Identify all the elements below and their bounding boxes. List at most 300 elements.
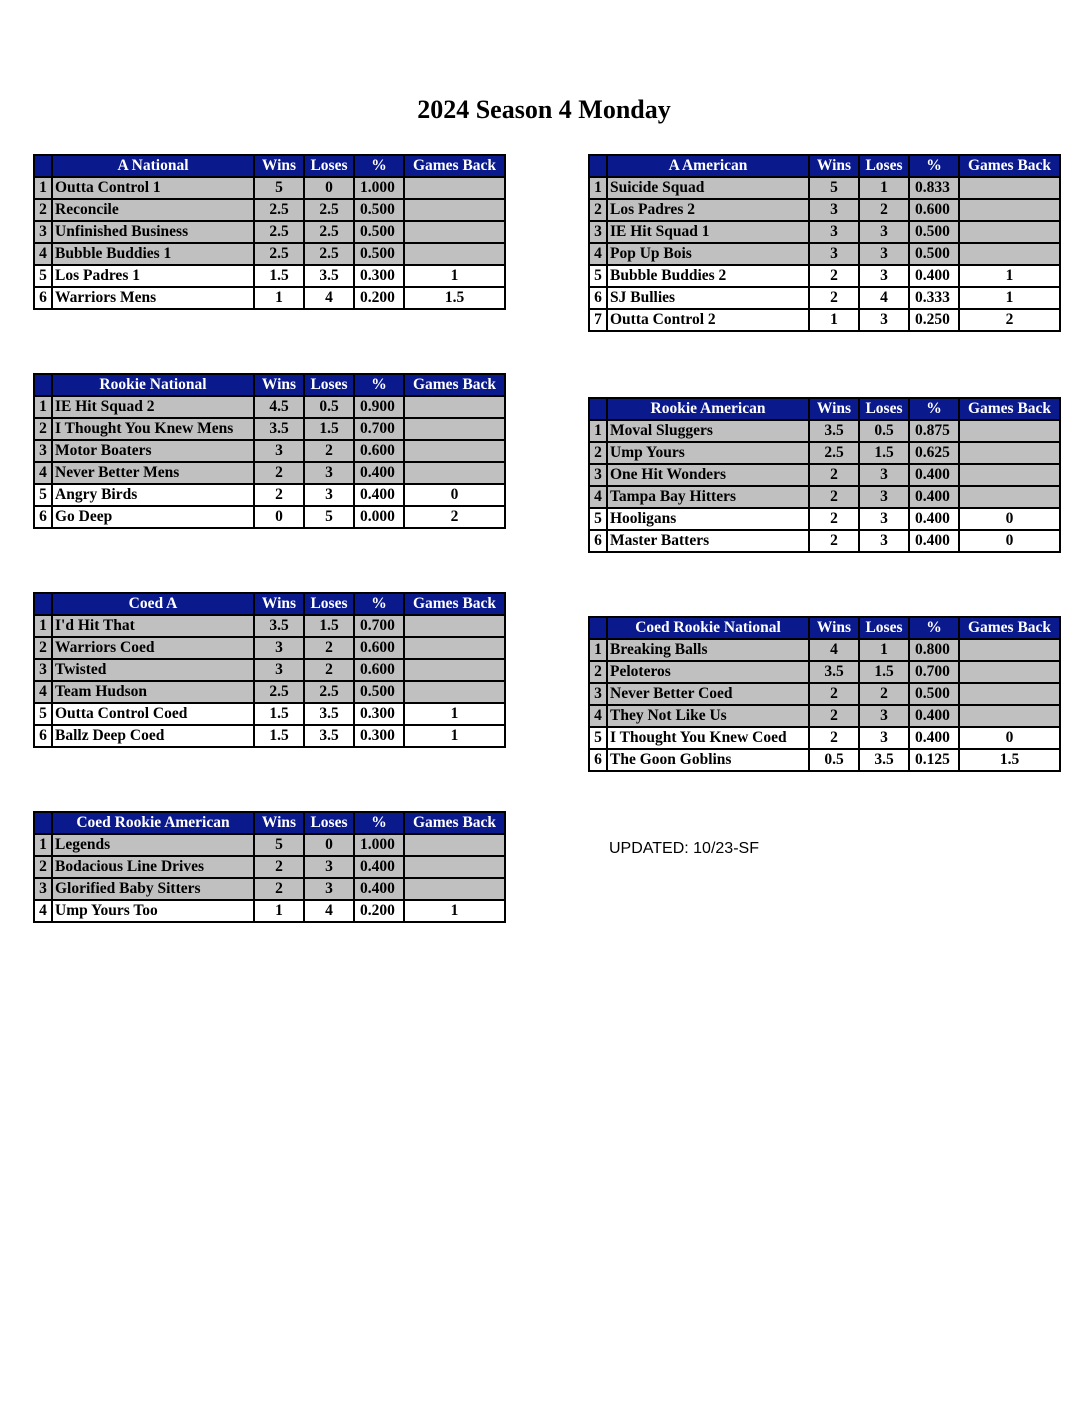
table-row (34, 878, 505, 900)
rank-cell: 7 (589, 309, 607, 331)
pct-cell: 0.833 (909, 177, 959, 199)
division-name: Coed Rookie American (52, 812, 254, 834)
header-row (589, 155, 1060, 177)
updated-note: UPDATED: 10/23-SF (609, 840, 759, 857)
games-back-cell: 1.5 (959, 749, 1060, 771)
pct-cell: 0.500 (354, 199, 404, 221)
pct-cell: 0.500 (354, 243, 404, 265)
pct-cell: 0.400 (354, 878, 404, 900)
table-row (589, 530, 1060, 552)
wins-cell: 2 (254, 878, 304, 900)
team-cell: Suicide Squad (607, 177, 809, 199)
loses-cell: 1 (859, 639, 909, 661)
rank-cell: 1 (34, 615, 52, 637)
pct-cell: 0.300 (354, 725, 404, 747)
wins-header: Wins (254, 374, 304, 396)
loses-cell: 5 (304, 506, 354, 528)
wins-cell: 3.5 (254, 418, 304, 440)
table-row (589, 661, 1060, 683)
wins-cell: 2.5 (254, 221, 304, 243)
division-name: Coed Rookie National (607, 617, 809, 639)
pct-cell: 1.000 (354, 177, 404, 199)
loses-cell: 0.5 (304, 396, 354, 418)
pct-cell: 0.600 (354, 659, 404, 681)
wins-cell: 2 (809, 683, 859, 705)
loses-header: Loses (304, 593, 354, 615)
pct-cell: 0.400 (354, 856, 404, 878)
team-cell: Never Better Coed (607, 683, 809, 705)
table-row (589, 442, 1060, 464)
loses-cell: 1.5 (304, 615, 354, 637)
rank-cell: 1 (589, 639, 607, 661)
loses-cell: 3 (304, 462, 354, 484)
wins-cell: 2.5 (254, 199, 304, 221)
table-row (34, 856, 505, 878)
games-back-cell: 1 (404, 265, 505, 287)
rank-cell: 3 (34, 221, 52, 243)
games-back-cell (404, 659, 505, 681)
pct-header: % (354, 593, 404, 615)
rank-cell: 1 (589, 177, 607, 199)
pct-cell: 0.333 (909, 287, 959, 309)
rank-cell: 1 (589, 420, 607, 442)
team-cell: Ump Yours Too (52, 900, 254, 922)
rank-cell: 6 (34, 725, 52, 747)
division-name: Coed A (52, 593, 254, 615)
wins-cell: 3 (809, 221, 859, 243)
games-back-cell (959, 464, 1060, 486)
loses-cell: 3 (859, 530, 909, 552)
wins-header: Wins (809, 617, 859, 639)
wins-header: Wins (809, 155, 859, 177)
pct-cell: 0.400 (354, 462, 404, 484)
team-cell: Moval Sluggers (607, 420, 809, 442)
games-back-cell (404, 199, 505, 221)
pct-cell: 0.500 (909, 243, 959, 265)
pct-cell: 0.300 (354, 265, 404, 287)
loses-header: Loses (304, 812, 354, 834)
pct-cell: 0.500 (909, 683, 959, 705)
pct-cell: 0.400 (909, 486, 959, 508)
pct-cell: 1.000 (354, 834, 404, 856)
loses-cell: 1.5 (859, 442, 909, 464)
games-back-cell (959, 221, 1060, 243)
team-cell: Motor Boaters (52, 440, 254, 462)
pct-cell: 0.400 (909, 508, 959, 530)
pct-cell: 0.800 (909, 639, 959, 661)
table-row (589, 265, 1060, 287)
pct-cell: 0.400 (909, 530, 959, 552)
pct-cell: 0.700 (909, 661, 959, 683)
team-cell: Reconcile (52, 199, 254, 221)
loses-cell: 1.5 (304, 418, 354, 440)
loses-cell: 2.5 (304, 221, 354, 243)
team-cell: Los Padres 2 (607, 199, 809, 221)
pct-cell: 0.400 (909, 265, 959, 287)
loses-cell: 3 (859, 727, 909, 749)
games-back-cell: 1 (404, 703, 505, 725)
games-back-cell: 0 (959, 508, 1060, 530)
wins-cell: 2 (809, 464, 859, 486)
pct-cell: 0.600 (354, 440, 404, 462)
wins-cell: 3.5 (809, 420, 859, 442)
table-row (589, 749, 1060, 771)
loses-cell: 3 (859, 705, 909, 727)
rank-cell: 4 (589, 243, 607, 265)
table-row (34, 659, 505, 681)
pct-cell: 0.600 (354, 637, 404, 659)
rank-cell: 5 (589, 508, 607, 530)
games-back-header: Games Back (959, 617, 1060, 639)
loses-cell: 3 (859, 486, 909, 508)
rank-cell: 1 (34, 834, 52, 856)
page-title: 2024 Season 4 Monday (417, 95, 671, 124)
loses-cell: 3 (304, 856, 354, 878)
rank-cell: 5 (589, 265, 607, 287)
table-row (589, 221, 1060, 243)
games-back-cell: 2 (959, 309, 1060, 331)
rank-cell: 5 (34, 265, 52, 287)
pct-header: % (354, 812, 404, 834)
standings-table-a-american (588, 154, 1061, 332)
wins-cell: 5 (809, 177, 859, 199)
rank-cell: 3 (589, 683, 607, 705)
table-row (34, 637, 505, 659)
rank-header (589, 617, 607, 639)
rank-cell: 6 (589, 530, 607, 552)
division-name: Rookie National (52, 374, 254, 396)
games-back-cell (404, 834, 505, 856)
team-cell: Outta Control 2 (607, 309, 809, 331)
table-row (589, 420, 1060, 442)
rank-cell: 4 (34, 900, 52, 922)
rank-cell: 2 (34, 418, 52, 440)
rank-header (589, 398, 607, 420)
team-cell: One Hit Wonders (607, 464, 809, 486)
games-back-cell (404, 462, 505, 484)
pct-cell: 0.500 (354, 681, 404, 703)
wins-cell: 2 (809, 530, 859, 552)
wins-cell: 2.5 (254, 681, 304, 703)
division-name: Rookie American (607, 398, 809, 420)
loses-header: Loses (859, 155, 909, 177)
loses-cell: 3 (859, 464, 909, 486)
standings-table-a-national (33, 154, 506, 310)
team-cell: Breaking Balls (607, 639, 809, 661)
header-row (34, 155, 505, 177)
header-row (34, 374, 505, 396)
wins-cell: 3.5 (809, 661, 859, 683)
team-cell: Ump Yours (607, 442, 809, 464)
pct-cell: 0.700 (354, 615, 404, 637)
pct-cell: 0.125 (909, 749, 959, 771)
standings-table-coed-rookie-american (33, 811, 506, 923)
wins-cell: 1.5 (254, 725, 304, 747)
team-cell: The Goon Goblins (607, 749, 809, 771)
wins-cell: 3 (809, 199, 859, 221)
pct-cell: 0.250 (909, 309, 959, 331)
rank-header (34, 155, 52, 177)
games-back-cell (959, 177, 1060, 199)
pct-cell: 0.900 (354, 396, 404, 418)
table-row (589, 639, 1060, 661)
wins-cell: 3 (254, 637, 304, 659)
wins-cell: 2 (254, 462, 304, 484)
games-back-cell (404, 856, 505, 878)
team-cell: Twisted (52, 659, 254, 681)
team-cell: Master Batters (607, 530, 809, 552)
loses-cell: 3 (859, 221, 909, 243)
wins-header: Wins (254, 155, 304, 177)
rank-cell: 3 (34, 878, 52, 900)
games-back-cell: 0 (404, 484, 505, 506)
games-back-cell (959, 199, 1060, 221)
games-back-cell: 0 (959, 530, 1060, 552)
pct-cell: 0.875 (909, 420, 959, 442)
loses-header: Loses (304, 155, 354, 177)
team-cell: They Not Like Us (607, 705, 809, 727)
table-row (34, 418, 505, 440)
games-back-cell (959, 661, 1060, 683)
games-back-cell: 1.5 (404, 287, 505, 309)
games-back-cell (959, 243, 1060, 265)
team-cell: Los Padres 1 (52, 265, 254, 287)
table-row (589, 287, 1060, 309)
games-back-cell (404, 681, 505, 703)
pct-cell: 0.500 (909, 221, 959, 243)
loses-cell: 3 (304, 484, 354, 506)
pct-header: % (909, 398, 959, 420)
rank-cell: 4 (34, 462, 52, 484)
wins-cell: 2 (254, 484, 304, 506)
pct-cell: 0.400 (354, 484, 404, 506)
pct-cell: 0.200 (354, 287, 404, 309)
games-back-header: Games Back (404, 593, 505, 615)
rank-cell: 3 (34, 659, 52, 681)
team-cell: Legends (52, 834, 254, 856)
wins-cell: 2 (254, 856, 304, 878)
division-name: A American (607, 155, 809, 177)
wins-cell: 3.5 (254, 615, 304, 637)
games-back-cell (959, 486, 1060, 508)
loses-cell: 2.5 (304, 243, 354, 265)
table-row (589, 486, 1060, 508)
pct-cell: 0.400 (909, 705, 959, 727)
wins-cell: 2 (809, 508, 859, 530)
loses-cell: 2 (859, 683, 909, 705)
games-back-cell (404, 243, 505, 265)
rank-cell: 2 (589, 661, 607, 683)
team-cell: IE Hit Squad 2 (52, 396, 254, 418)
team-cell: Warriors Coed (52, 637, 254, 659)
rank-header (34, 812, 52, 834)
wins-cell: 1 (254, 287, 304, 309)
rank-cell: 5 (589, 727, 607, 749)
team-cell: Go Deep (52, 506, 254, 528)
rank-cell: 2 (589, 442, 607, 464)
loses-cell: 1.5 (859, 661, 909, 683)
loses-cell: 0.5 (859, 420, 909, 442)
loses-header: Loses (304, 374, 354, 396)
rank-cell: 2 (34, 637, 52, 659)
rank-cell: 5 (34, 703, 52, 725)
rank-cell: 3 (34, 440, 52, 462)
games-back-cell (404, 221, 505, 243)
wins-header: Wins (254, 812, 304, 834)
pct-cell: 0.400 (909, 727, 959, 749)
table-row (34, 506, 505, 528)
wins-cell: 2.5 (254, 243, 304, 265)
rank-cell: 1 (34, 177, 52, 199)
team-cell: Peloteros (607, 661, 809, 683)
team-cell: Unfinished Business (52, 221, 254, 243)
wins-cell: 2 (809, 705, 859, 727)
table-row (34, 243, 505, 265)
wins-cell: 2 (809, 287, 859, 309)
team-cell: Team Hudson (52, 681, 254, 703)
table-row (589, 464, 1060, 486)
loses-cell: 2.5 (304, 199, 354, 221)
wins-cell: 2 (809, 265, 859, 287)
pct-header: % (909, 617, 959, 639)
standings-table-coed-rookie-national (588, 616, 1061, 772)
pct-header: % (354, 374, 404, 396)
table-row (34, 221, 505, 243)
team-cell: Outta Control Coed (52, 703, 254, 725)
games-back-cell: 2 (404, 506, 505, 528)
table-row (34, 615, 505, 637)
team-cell: Bodacious Line Drives (52, 856, 254, 878)
rank-cell: 2 (589, 199, 607, 221)
loses-cell: 3.5 (304, 265, 354, 287)
games-back-header: Games Back (959, 398, 1060, 420)
header-row (589, 398, 1060, 420)
table-row (589, 683, 1060, 705)
table-row (34, 900, 505, 922)
loses-cell: 1 (859, 177, 909, 199)
team-cell: SJ Bullies (607, 287, 809, 309)
loses-cell: 4 (859, 287, 909, 309)
rank-header (589, 155, 607, 177)
team-cell: Tampa Bay Hitters (607, 486, 809, 508)
team-cell: Bubble Buddies 2 (607, 265, 809, 287)
wins-cell: 2.5 (809, 442, 859, 464)
team-cell: Ballz Deep Coed (52, 725, 254, 747)
rank-cell: 4 (589, 486, 607, 508)
pct-cell: 0.000 (354, 506, 404, 528)
table-row (589, 508, 1060, 530)
loses-cell: 3 (859, 508, 909, 530)
loses-header: Loses (859, 398, 909, 420)
wins-cell: 3 (254, 440, 304, 462)
wins-cell: 4 (809, 639, 859, 661)
games-back-cell: 1 (404, 725, 505, 747)
wins-cell: 5 (254, 834, 304, 856)
games-back-cell: 0 (959, 727, 1060, 749)
table-row (34, 287, 505, 309)
loses-cell: 0 (304, 834, 354, 856)
table-row (34, 199, 505, 221)
pct-cell: 0.500 (354, 221, 404, 243)
rank-cell: 5 (34, 484, 52, 506)
rank-cell: 6 (589, 287, 607, 309)
wins-cell: 2 (809, 727, 859, 749)
loses-cell: 3 (859, 265, 909, 287)
rank-header (34, 593, 52, 615)
loses-cell: 2 (304, 440, 354, 462)
rank-cell: 2 (34, 199, 52, 221)
loses-cell: 2.5 (304, 681, 354, 703)
games-back-header: Games Back (959, 155, 1060, 177)
team-cell: IE Hit Squad 1 (607, 221, 809, 243)
wins-cell: 1 (254, 900, 304, 922)
standings-table-coed-a (33, 592, 506, 748)
header-row (34, 812, 505, 834)
table-row (34, 177, 505, 199)
games-back-cell (404, 637, 505, 659)
table-row (34, 725, 505, 747)
pct-header: % (354, 155, 404, 177)
table-row (34, 484, 505, 506)
pct-cell: 0.400 (909, 464, 959, 486)
wins-header: Wins (254, 593, 304, 615)
loses-cell: 3.5 (859, 749, 909, 771)
games-back-cell (959, 705, 1060, 727)
wins-cell: 1.5 (254, 265, 304, 287)
rank-cell: 1 (34, 396, 52, 418)
wins-cell: 4.5 (254, 396, 304, 418)
loses-cell: 2 (859, 199, 909, 221)
wins-header: Wins (809, 398, 859, 420)
division-name: A National (52, 155, 254, 177)
team-cell: Outta Control 1 (52, 177, 254, 199)
loses-header: Loses (859, 617, 909, 639)
games-back-cell: 1 (959, 287, 1060, 309)
rank-cell: 2 (34, 856, 52, 878)
pct-cell: 0.200 (354, 900, 404, 922)
games-back-cell (404, 878, 505, 900)
table-row (34, 462, 505, 484)
games-back-header: Games Back (404, 812, 505, 834)
loses-cell: 3.5 (304, 725, 354, 747)
team-cell: Warriors Mens (52, 287, 254, 309)
wins-cell: 0 (254, 506, 304, 528)
games-back-cell (404, 418, 505, 440)
loses-cell: 3 (859, 309, 909, 331)
table-row (34, 265, 505, 287)
wins-cell: 5 (254, 177, 304, 199)
games-back-cell (959, 442, 1060, 464)
table-row (589, 243, 1060, 265)
games-back-cell (404, 615, 505, 637)
loses-cell: 0 (304, 177, 354, 199)
team-cell: Bubble Buddies 1 (52, 243, 254, 265)
header-row (589, 617, 1060, 639)
team-cell: Glorified Baby Sitters (52, 878, 254, 900)
games-back-cell: 1 (404, 900, 505, 922)
rank-cell: 4 (34, 243, 52, 265)
table-row (589, 309, 1060, 331)
games-back-cell (959, 639, 1060, 661)
standings-table-rookie-national (33, 373, 506, 529)
header-row (34, 593, 505, 615)
rank-cell: 3 (589, 464, 607, 486)
rank-header (34, 374, 52, 396)
loses-cell: 3.5 (304, 703, 354, 725)
team-cell: I Thought You Knew Mens (52, 418, 254, 440)
loses-cell: 4 (304, 287, 354, 309)
rank-cell: 6 (34, 506, 52, 528)
